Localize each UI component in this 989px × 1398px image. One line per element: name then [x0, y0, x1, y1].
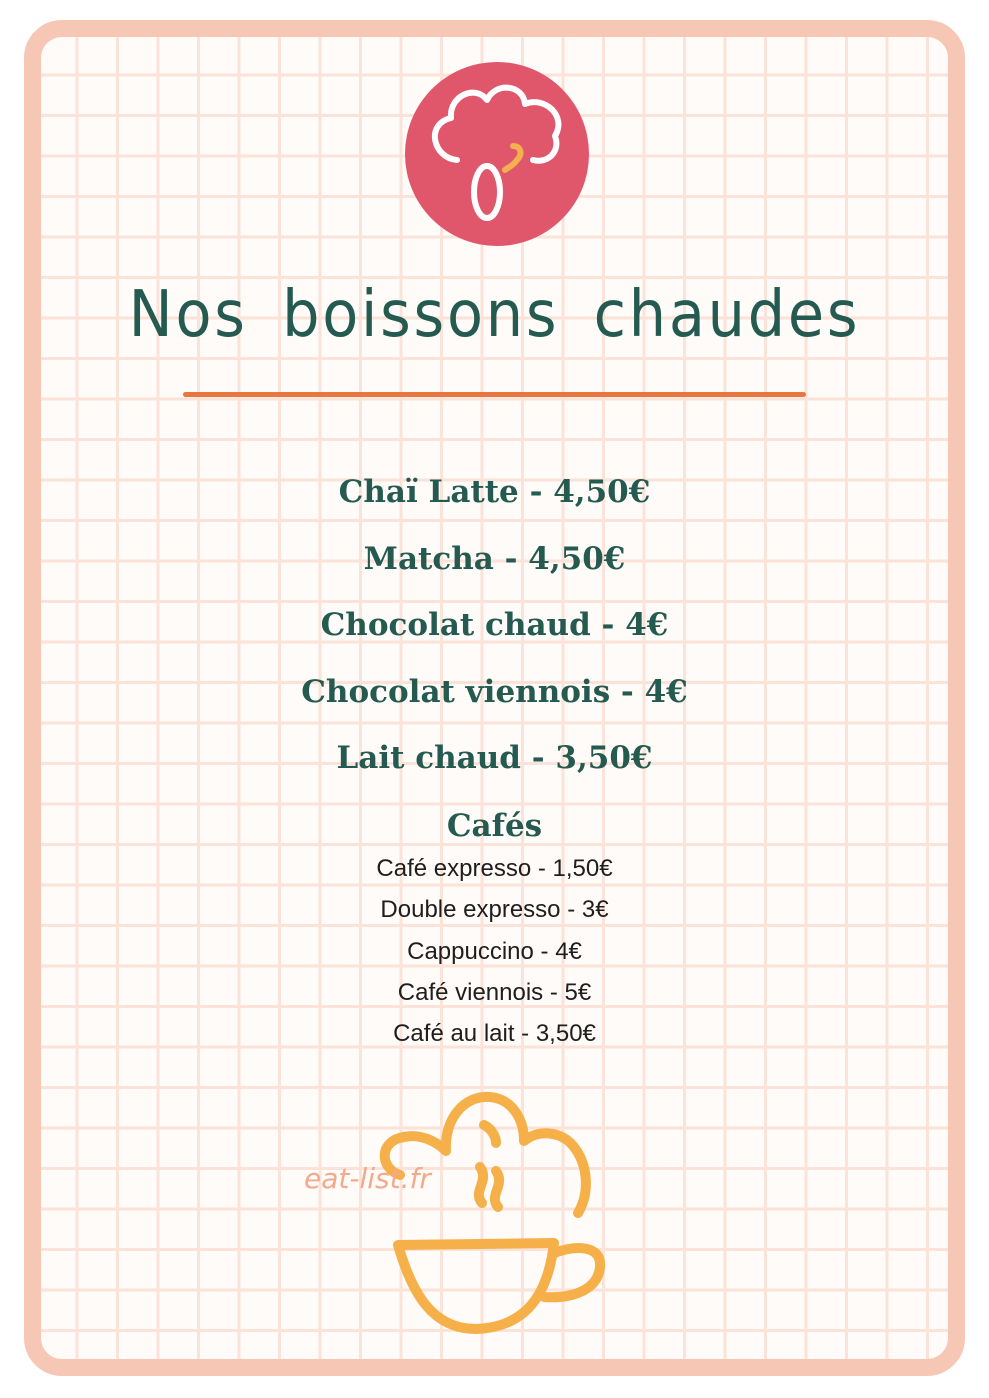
steaming-coffee-cup-icon — [378, 1085, 618, 1345]
coffee-item: Double expresso - 3€ — [380, 896, 609, 924]
title-divider — [183, 392, 806, 397]
hot-drinks-list — [0, 470, 989, 803]
menu-item: Chocolat viennois - 4€ — [301, 673, 688, 710]
coffee-list — [0, 848, 989, 1054]
coffee-item: Café expresso - 1,50€ — [376, 855, 613, 882]
menu-item: Matcha - 4,50€ — [363, 540, 626, 577]
page-title: Nos boissons chaudes — [128, 278, 861, 352]
coffee-item: Cappuccino - 4€ — [407, 937, 582, 965]
coffee-item: Café au lait - 3,50€ — [393, 1020, 596, 1048]
menu-item: Chocolat chaud - 4€ — [320, 607, 669, 643]
menu-item: Chaï Latte - 4,50€ — [338, 474, 651, 510]
watermark: eat-list.fr — [304, 1162, 431, 1195]
coffee-item: Café viennois - 5€ — [397, 978, 592, 1006]
chef-hat-logo-icon — [405, 62, 589, 246]
menu-item: Lait chaud - 3,50€ — [336, 740, 653, 776]
cafes-section-heading: Cafés — [446, 808, 543, 844]
